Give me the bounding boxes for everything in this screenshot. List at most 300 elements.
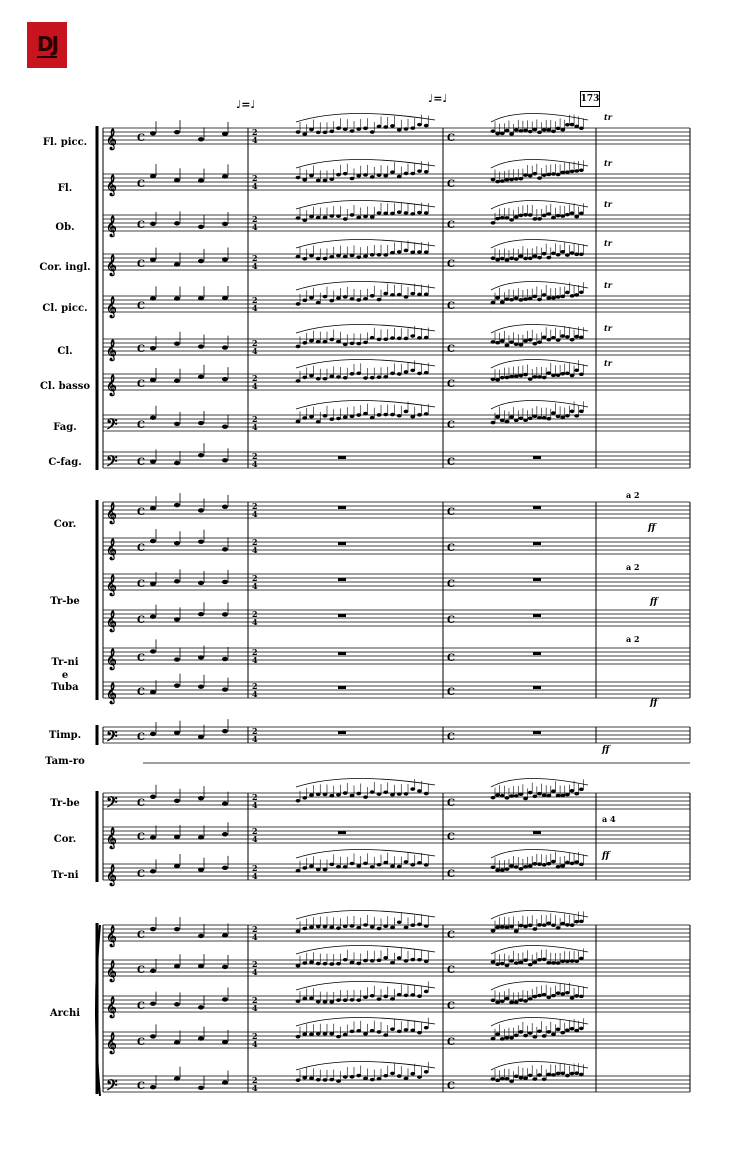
note-head — [495, 341, 500, 345]
note-head — [329, 417, 334, 421]
note-head — [500, 179, 505, 183]
note-head — [383, 125, 388, 129]
note-head — [424, 959, 429, 963]
clef-icon: 𝄢 — [106, 794, 118, 815]
note-head — [546, 173, 551, 177]
note-head — [397, 210, 402, 214]
slur — [296, 281, 435, 290]
note-head — [150, 795, 156, 799]
slur — [491, 113, 588, 122]
time-signature: 2 — [252, 451, 258, 461]
note-head — [514, 215, 519, 219]
note-head — [532, 961, 537, 965]
note-head — [491, 178, 496, 182]
note-head — [174, 927, 180, 931]
note-head — [309, 960, 314, 964]
note-head — [390, 413, 395, 417]
note-head — [560, 959, 565, 963]
note-head — [198, 1086, 204, 1090]
rest — [533, 614, 541, 617]
time-signature: 2 — [252, 501, 258, 511]
note-head — [424, 863, 429, 867]
note-head — [528, 997, 533, 1001]
note-head — [570, 959, 575, 963]
rest — [338, 831, 346, 834]
note-head — [551, 1073, 556, 1077]
time-signature: C — [447, 179, 455, 190]
note-head — [222, 997, 228, 1001]
clef-icon: 𝄞 — [106, 255, 117, 276]
note-head — [579, 126, 584, 130]
note-head — [383, 413, 388, 417]
note-head — [556, 1028, 561, 1032]
note-head — [528, 297, 533, 301]
time-signature: C — [447, 732, 455, 743]
label-tuba: Tuba — [51, 682, 79, 693]
note-head — [370, 294, 375, 298]
slur — [296, 849, 435, 858]
note-head — [222, 425, 228, 429]
note-head — [363, 127, 368, 131]
note-head — [532, 217, 537, 221]
note-head — [222, 802, 228, 806]
note-head — [150, 506, 156, 510]
note-head — [537, 862, 542, 866]
note-head — [336, 417, 341, 421]
note-head — [383, 861, 388, 865]
rest — [338, 614, 346, 617]
rest — [338, 506, 346, 509]
clef-icon: 𝄞 — [106, 175, 117, 196]
note-head — [523, 297, 528, 301]
slur — [491, 159, 588, 168]
note-head — [174, 130, 180, 134]
time-signature: 2 — [252, 1075, 258, 1085]
note-head — [222, 257, 228, 261]
note-head — [410, 334, 415, 338]
note-head — [316, 1032, 321, 1036]
note-head — [565, 991, 570, 995]
note-head — [309, 793, 314, 797]
clef-icon: 𝄞 — [106, 683, 117, 704]
note-head — [356, 174, 361, 178]
note-head — [350, 924, 355, 928]
note-head — [546, 794, 551, 798]
a2-mark: a 2 — [626, 562, 640, 572]
note-head — [356, 372, 361, 376]
note-head — [551, 252, 556, 256]
time-signature: C — [137, 301, 145, 312]
note-head — [519, 1030, 524, 1034]
note-head — [150, 649, 156, 653]
time-signature: C — [447, 1081, 455, 1092]
time-signature: C — [137, 732, 145, 743]
label-fl: Fl. — [57, 183, 73, 194]
note-head — [356, 127, 361, 131]
note-head — [222, 132, 228, 136]
note-head — [570, 294, 575, 298]
note-head — [551, 411, 556, 415]
time-signature: 4 — [252, 135, 258, 145]
clef-icon: 𝄢 — [106, 453, 118, 474]
note-head — [350, 213, 355, 217]
note-head — [532, 862, 537, 866]
note-head — [174, 864, 180, 868]
note-head — [565, 1028, 570, 1032]
note-head — [519, 343, 524, 347]
label-trbe: Tr-be — [50, 596, 80, 607]
note-head — [329, 863, 334, 867]
time-signature: 2 — [252, 173, 258, 183]
note-head — [309, 864, 314, 868]
note-head — [560, 922, 565, 926]
note-head — [417, 336, 422, 340]
note-head — [174, 221, 180, 225]
slur — [491, 945, 588, 954]
label-cor-ingl: Cor. ingl. — [39, 262, 91, 273]
slur — [491, 324, 588, 333]
note-head — [528, 924, 533, 928]
note-head — [514, 794, 519, 798]
note-head — [377, 792, 382, 796]
time-signature: C — [447, 798, 455, 809]
note-head — [350, 794, 355, 798]
slur — [296, 1017, 435, 1026]
note-head — [404, 337, 409, 341]
note-head — [417, 250, 422, 254]
clef-icon: 𝄞 — [106, 1033, 117, 1054]
clef-icon: 𝄞 — [106, 997, 117, 1018]
note-head — [537, 131, 542, 135]
note-head — [556, 961, 561, 965]
note-head — [500, 999, 505, 1003]
time-signature: 4 — [252, 734, 258, 744]
note-head — [509, 1001, 514, 1005]
time-signature: 2 — [252, 863, 258, 873]
note-head — [150, 222, 156, 226]
note-head — [528, 791, 533, 795]
trill-mark: tr — [604, 158, 612, 168]
note-head — [523, 339, 528, 343]
note-head — [356, 864, 361, 868]
note-head — [491, 340, 496, 344]
note-head — [302, 218, 307, 222]
time-signature: C — [447, 1037, 455, 1048]
time-signature: 2 — [252, 214, 258, 224]
note-head — [570, 170, 575, 174]
note-head — [417, 293, 422, 297]
note-head — [505, 178, 510, 182]
note-head — [377, 997, 382, 1001]
note-head — [565, 372, 570, 376]
note-head — [410, 1072, 415, 1076]
note-head — [336, 254, 341, 258]
note-head — [500, 794, 505, 798]
note-head — [336, 340, 341, 344]
note-head — [514, 1075, 519, 1079]
note-head — [343, 343, 348, 347]
note-head — [316, 925, 321, 929]
note-head — [343, 998, 348, 1002]
note-head — [546, 996, 551, 1000]
note-head — [350, 961, 355, 965]
note-head — [174, 422, 180, 426]
note-head — [424, 1026, 429, 1030]
note-head — [377, 1030, 382, 1034]
note-head — [579, 957, 584, 961]
note-head — [390, 372, 395, 376]
note-head — [222, 1080, 228, 1084]
note-head — [523, 958, 528, 962]
note-head — [551, 961, 556, 965]
note-head — [542, 376, 547, 380]
trill-mark: tr — [604, 280, 612, 290]
time-signature: 4 — [252, 689, 258, 699]
note-head — [222, 345, 228, 349]
note-head — [509, 298, 514, 302]
note-head — [316, 377, 321, 381]
note-head — [546, 417, 551, 421]
note-head — [377, 413, 382, 417]
note-head — [546, 862, 551, 866]
note-head — [556, 214, 561, 218]
note-head — [417, 372, 422, 376]
label-cl-basso: Cl. basso — [39, 381, 91, 392]
note-head — [377, 863, 382, 867]
note-head — [505, 344, 510, 348]
time-signature: C — [447, 420, 455, 431]
note-head — [323, 1032, 328, 1036]
note-head — [150, 927, 156, 931]
note-head — [397, 1074, 402, 1078]
rest — [338, 542, 346, 545]
time-signature: C — [137, 507, 145, 518]
note-head — [370, 959, 375, 963]
note-head — [519, 214, 524, 218]
note-head — [424, 924, 429, 928]
note-head — [343, 127, 348, 131]
clef-icon: 𝄞 — [106, 828, 117, 849]
time-signature: C — [447, 507, 455, 518]
note-head — [495, 132, 500, 136]
note-head — [370, 336, 375, 340]
note-head — [565, 1074, 570, 1078]
time-signature: 2 — [252, 373, 258, 383]
note-head — [500, 300, 505, 304]
note-head — [410, 415, 415, 419]
note-head — [424, 1070, 429, 1074]
time-signature: 2 — [252, 127, 258, 137]
note-head — [556, 253, 561, 257]
note-head — [542, 923, 547, 927]
a2-mark: a 2 — [626, 490, 640, 500]
note-head — [296, 176, 301, 180]
note-head — [574, 792, 579, 796]
note-head — [343, 925, 348, 929]
note-head — [150, 1034, 156, 1038]
note-head — [546, 371, 551, 375]
note-head — [370, 925, 375, 929]
time-signature: C — [137, 653, 145, 664]
note-head — [343, 217, 348, 221]
time-signature: 2 — [252, 609, 258, 619]
time-signature: 4 — [252, 581, 258, 591]
note-head — [570, 211, 575, 215]
note-head — [537, 1073, 542, 1077]
slur — [296, 910, 435, 919]
rehearsal-mark: 173 — [580, 91, 600, 107]
note-head — [509, 794, 514, 798]
note-head — [174, 657, 180, 661]
note-head — [570, 789, 575, 793]
note-head — [495, 1000, 500, 1004]
note-head — [579, 788, 584, 792]
note-head — [397, 128, 402, 132]
rest — [338, 652, 346, 655]
note-head — [150, 346, 156, 350]
note-head — [377, 298, 382, 302]
note-head — [390, 864, 395, 868]
note-head — [222, 174, 228, 178]
note-head — [417, 211, 422, 215]
slur — [491, 910, 588, 919]
note-head — [222, 458, 228, 462]
note-head — [551, 296, 556, 300]
note-head — [363, 412, 368, 416]
note-head — [565, 213, 570, 217]
note-head — [570, 862, 575, 866]
note-head — [174, 379, 180, 383]
note-head — [370, 416, 375, 420]
note-head — [410, 993, 415, 997]
time-signature: C — [137, 965, 145, 976]
time-signature: 2 — [252, 681, 258, 691]
note-head — [302, 178, 307, 182]
note-head — [542, 1077, 547, 1081]
note-head — [323, 257, 328, 261]
note-head — [424, 412, 429, 416]
note-head — [343, 1033, 348, 1037]
rest — [533, 506, 541, 509]
time-signature: 4 — [252, 346, 258, 356]
note-head — [356, 342, 361, 346]
note-head — [410, 958, 415, 962]
note-head — [404, 249, 409, 253]
note-head — [505, 997, 510, 1001]
note-head — [556, 415, 561, 419]
note-head — [363, 995, 368, 999]
note-head — [343, 1075, 348, 1079]
label-cor: Cor. — [53, 519, 77, 530]
note-head — [560, 1072, 565, 1076]
note-head — [542, 416, 547, 420]
note-head — [336, 1035, 341, 1039]
note-head — [528, 864, 533, 868]
note-head — [570, 1072, 575, 1076]
note-head — [198, 684, 204, 688]
note-head — [500, 1077, 505, 1081]
note-head — [505, 867, 510, 871]
note-head — [222, 222, 228, 226]
note-head — [198, 735, 204, 739]
note-head — [551, 130, 556, 134]
note-head — [546, 961, 551, 965]
time-signature: 2 — [252, 537, 258, 547]
note-head — [198, 540, 204, 544]
note-head — [579, 863, 584, 867]
time-signature: 4 — [252, 509, 258, 519]
time-signature: C — [447, 259, 455, 270]
slur — [296, 400, 435, 409]
note-head — [542, 863, 547, 867]
rest — [533, 652, 541, 655]
note-head — [514, 296, 519, 300]
note-head — [302, 866, 307, 870]
note-head — [174, 1002, 180, 1006]
time-signature: C — [137, 869, 145, 880]
note-head — [350, 254, 355, 258]
tempo-mark-1: ♩=♩ — [236, 98, 256, 111]
note-head — [222, 377, 228, 381]
note-head — [350, 1030, 355, 1034]
label-archi: Archi — [49, 1008, 81, 1019]
note-head — [150, 969, 156, 973]
note-head — [542, 128, 547, 132]
note-head — [514, 257, 519, 261]
note-head — [574, 335, 579, 339]
note-head — [296, 929, 301, 933]
note-head — [556, 794, 561, 798]
note-head — [356, 926, 361, 930]
time-signature: 4 — [252, 422, 258, 432]
label-cl-picc: Cl. picc. — [42, 303, 88, 314]
note-head — [309, 415, 314, 419]
note-head — [336, 296, 341, 300]
trill-mark: tr — [604, 358, 612, 368]
note-head — [363, 376, 368, 380]
note-head — [491, 866, 496, 870]
note-head — [370, 865, 375, 869]
note-head — [519, 374, 524, 378]
clef-icon: 𝄞 — [106, 961, 117, 982]
note-head — [570, 996, 575, 1000]
note-head — [565, 414, 570, 418]
note-head — [519, 177, 524, 181]
note-head — [343, 415, 348, 419]
note-head — [546, 212, 551, 216]
trill-mark: tr — [604, 323, 612, 333]
note-head — [377, 375, 382, 379]
time-signature: 4 — [252, 1039, 258, 1049]
note-head — [532, 414, 537, 418]
note-head — [528, 174, 533, 178]
note-head — [546, 1030, 551, 1034]
note-head — [323, 295, 328, 299]
time-signature: C — [137, 798, 145, 809]
note-head — [302, 961, 307, 965]
time-signature: C — [447, 687, 455, 698]
note-head — [542, 173, 547, 177]
note-head — [150, 835, 156, 839]
note-head — [174, 617, 180, 621]
note-head — [323, 340, 328, 344]
note-head — [377, 253, 382, 257]
note-head — [523, 865, 528, 869]
note-head — [397, 792, 402, 796]
note-head — [546, 1073, 551, 1077]
slur — [296, 945, 435, 954]
note-head — [505, 216, 510, 220]
